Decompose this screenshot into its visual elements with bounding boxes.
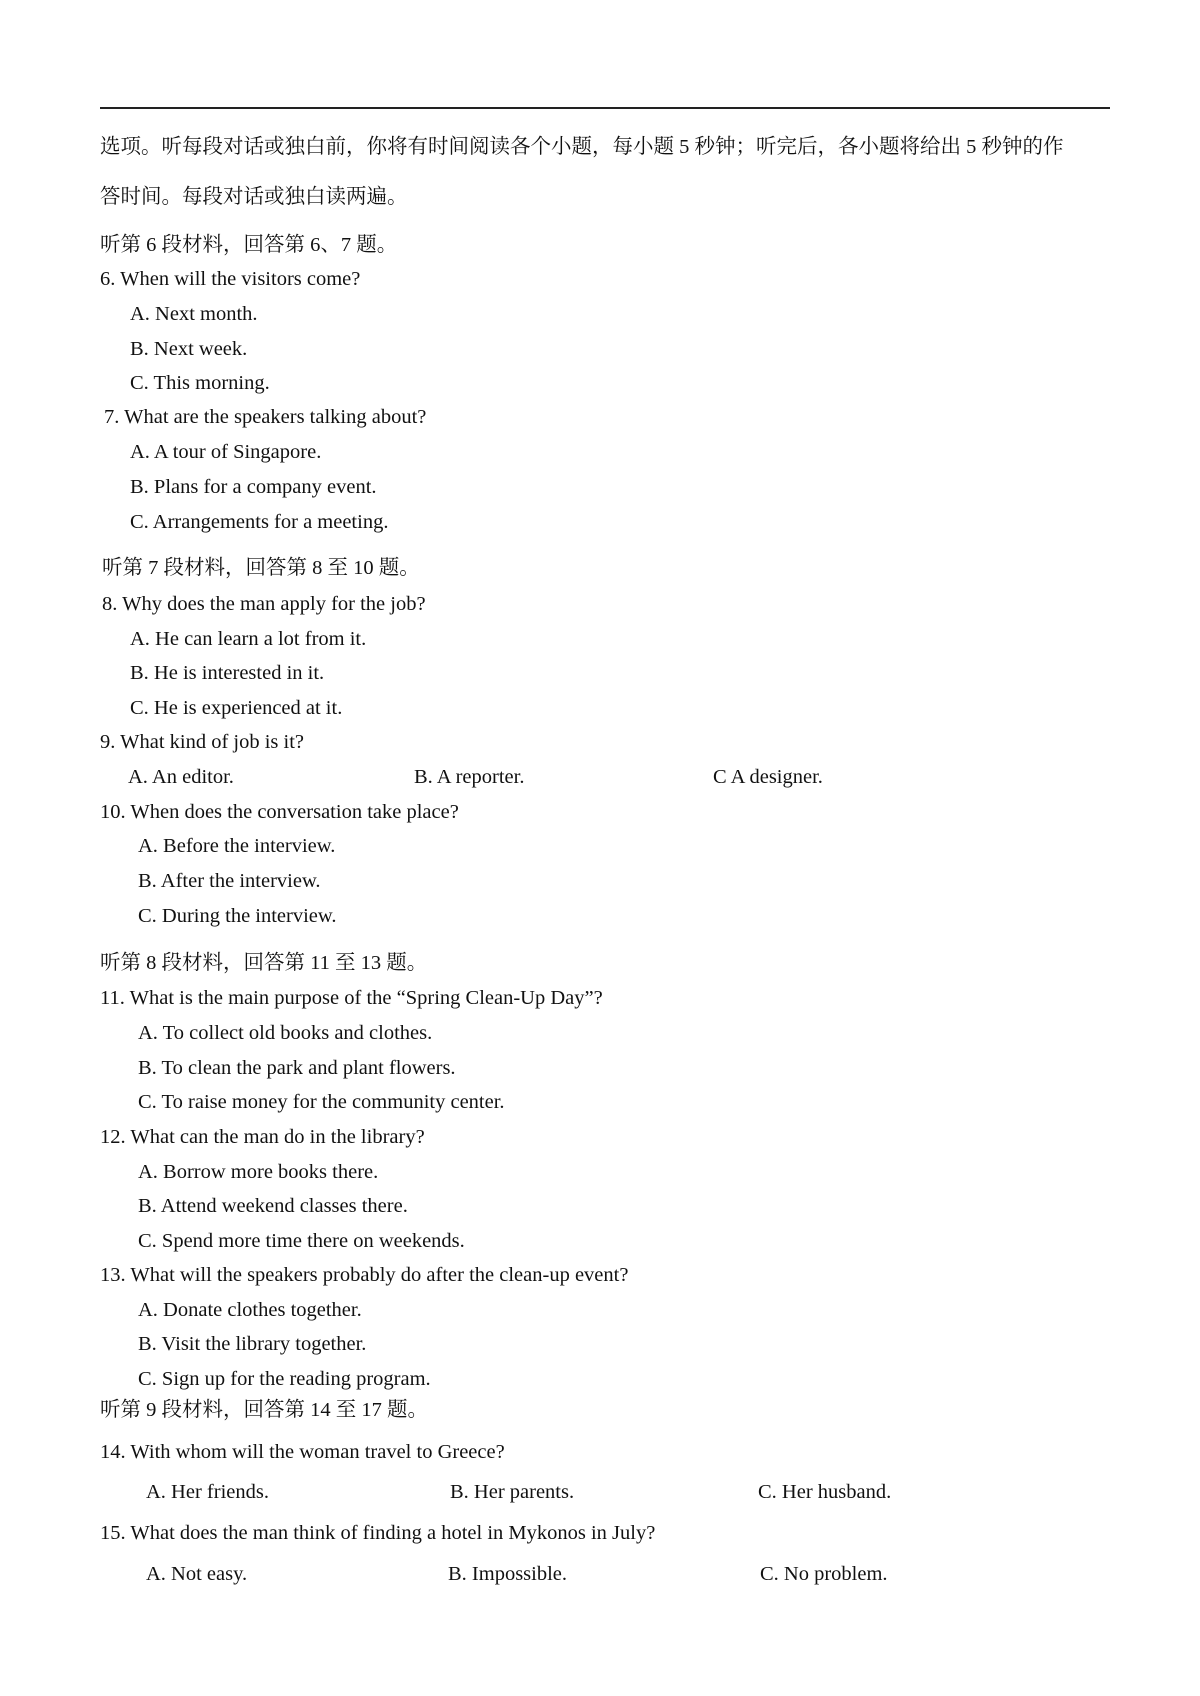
question-stem-13: 13. What will the speakers probably do after the clean-up event?: [100, 1264, 629, 1286]
option-15-b: B. Impossible.: [448, 1563, 568, 1585]
option-13-a: A. Donate clothes together.: [138, 1299, 362, 1321]
option-6-c: C. This morning.: [130, 372, 270, 394]
option-14-c: C. Her husband.: [758, 1481, 892, 1503]
option-9-c: C A designer.: [713, 766, 823, 788]
instructions-line-1: 选项。听每段对话或独白前，你将有时间阅读各个小题，每小题 5 秒钟；听完后，各小题将给出 5 秒钟的作: [100, 136, 1064, 158]
section-heading-8: 听第 8 段材料，回答第 11 至 13 题。: [100, 952, 428, 974]
option-12-c: C. Spend more time there on weekends.: [138, 1230, 465, 1252]
question-stem-12: 12. What can the man do in the library?: [100, 1126, 425, 1148]
option-8-b: B. He is interested in it.: [130, 662, 325, 684]
option-9-b: B. A reporter.: [414, 766, 525, 788]
option-7-a: A. A tour of Singapore.: [130, 441, 322, 463]
question-stem-9: 9. What kind of job is it?: [100, 731, 305, 753]
option-11-b: B. To clean the park and plant flowers.: [138, 1057, 456, 1079]
option-15-c: C. No problem.: [760, 1563, 888, 1585]
option-15-a: A. Not easy.: [146, 1563, 248, 1585]
option-11-c: C. To raise money for the community center.: [138, 1091, 505, 1113]
question-stem-11: 11. What is the main purpose of the “Spring Clean-Up Day”?: [100, 987, 603, 1009]
question-stem-14: 14. With whom will the woman travel to Greece?: [100, 1441, 505, 1463]
option-8-a: A. He can learn a lot from it.: [130, 628, 367, 650]
option-10-a: A. Before the interview.: [138, 835, 336, 857]
option-6-a: A. Next month.: [130, 303, 258, 325]
question-stem-6: 6. When will the visitors come?: [100, 268, 361, 290]
option-10-b: B. After the interview.: [138, 870, 321, 892]
option-13-c: C. Sign up for the reading program.: [138, 1368, 431, 1390]
option-6-b: B. Next week.: [130, 338, 248, 360]
option-9-a: A. An editor.: [128, 766, 234, 788]
question-stem-15: 15. What does the man think of finding a hotel in Mykonos in July?: [100, 1522, 656, 1544]
instructions-paragraph: [100, 122, 1112, 222]
instructions-line-2: 答时间。每段对话或独白读两遍。: [100, 186, 408, 208]
section-heading-6: 听第 6 段材料，回答第 6、7 题。: [100, 234, 398, 256]
option-14-a: A. Her friends.: [146, 1481, 269, 1503]
option-7-b: B. Plans for a company event.: [130, 476, 377, 498]
question-stem-10: 10. When does the conversation take place?: [100, 801, 459, 823]
option-14-b: B. Her parents.: [450, 1481, 575, 1503]
section-heading-7: 听第 7 段材料，回答第 8 至 10 题。: [102, 557, 420, 579]
option-10-c: C. During the interview.: [138, 905, 337, 927]
header-rule: [100, 107, 1110, 109]
question-stem-8: 8. Why does the man apply for the job?: [102, 593, 426, 615]
option-7-c: C. Arrangements for a meeting.: [130, 511, 389, 533]
section-heading-9: 听第 9 段材料，回答第 14 至 17 题。: [100, 1399, 428, 1421]
option-12-b: B. Attend weekend classes there.: [138, 1195, 408, 1217]
option-11-a: A. To collect old books and clothes.: [138, 1022, 433, 1044]
option-12-a: A. Borrow more books there.: [138, 1161, 379, 1183]
option-8-c: C. He is experienced at it.: [130, 697, 343, 719]
option-13-b: B. Visit the library together.: [138, 1333, 367, 1355]
question-stem-7: 7. What are the speakers talking about?: [104, 406, 427, 428]
